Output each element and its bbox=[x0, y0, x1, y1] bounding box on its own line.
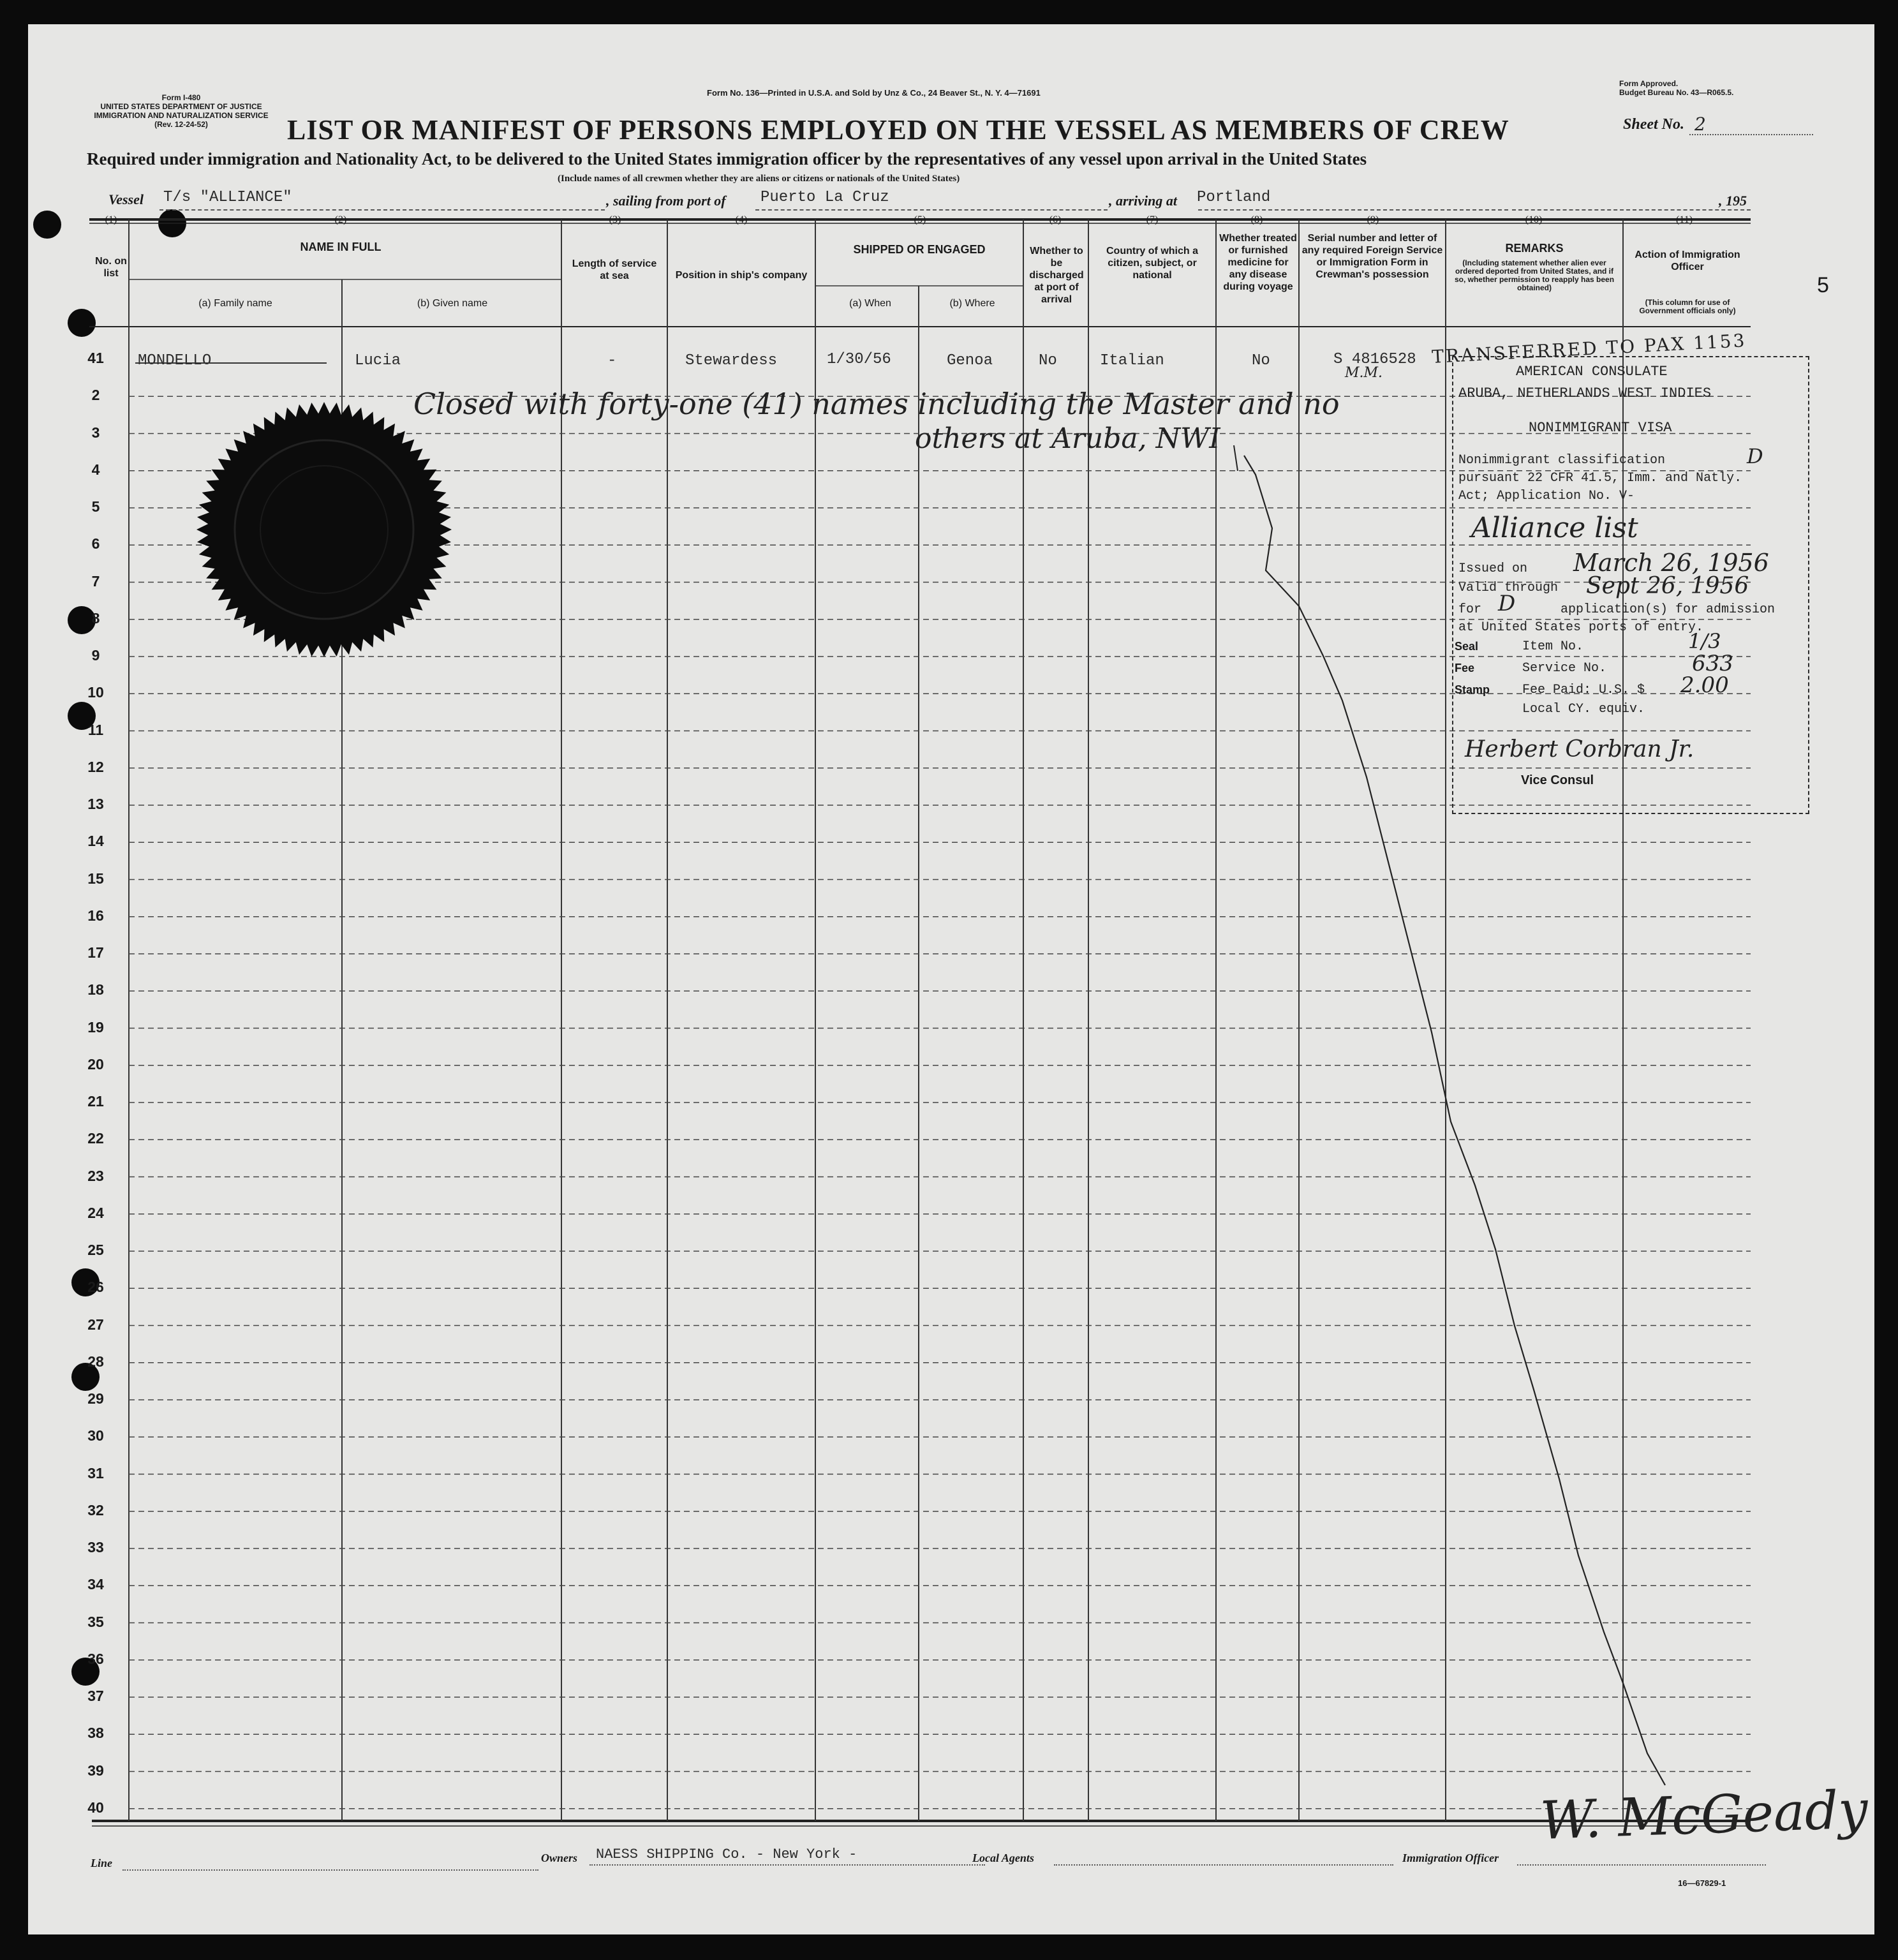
printer-line: Form No. 136—Printed in U.S.A. and Sold by Unz & Co., 24 Beaver St., N. Y. 4—71691 bbox=[707, 88, 1041, 98]
col2-num: (2) bbox=[334, 214, 347, 225]
col9-num: (9) bbox=[1367, 214, 1379, 225]
row-number: 8 bbox=[91, 609, 100, 627]
col6-header: Whether to be discharged at port of arrival bbox=[1029, 246, 1084, 305]
row-number: 26 bbox=[87, 1279, 104, 1296]
visa-side-labels: Seal Fee Stamp bbox=[1455, 640, 1490, 696]
visa-l13: Service No. bbox=[1522, 661, 1607, 676]
margin-number: 5 bbox=[1817, 273, 1829, 297]
entry-family-name: MONDELLO bbox=[138, 352, 212, 369]
col4-num: (4) bbox=[735, 214, 748, 225]
row-number: 35 bbox=[87, 1613, 104, 1630]
officer-label: Immigration Officer bbox=[1402, 1852, 1499, 1864]
entry-when: 1/30/56 bbox=[827, 351, 891, 368]
row-number: 7 bbox=[91, 572, 100, 590]
row-number: 4 bbox=[91, 461, 100, 478]
row-number: 34 bbox=[87, 1576, 104, 1593]
owners-value: NAESS SHIPPING Co. - New York - bbox=[596, 1846, 857, 1862]
row-number: 14 bbox=[87, 833, 104, 850]
entry-initials: M.M. bbox=[1345, 365, 1383, 381]
row-number: 10 bbox=[87, 684, 104, 701]
entry-length: - bbox=[607, 352, 617, 369]
arriving-port: Portland bbox=[1197, 189, 1271, 206]
include-note: (Include names of all crewmen whether they are aliens or citizens or nationals of the United States) bbox=[558, 174, 960, 184]
visa-l9: Valid through bbox=[1458, 581, 1559, 595]
row-number: 27 bbox=[87, 1316, 104, 1333]
form-id-block: Form I-480 UNITED STATES DEPARTMENT OF JUSTICE IMMIGRATION AND NATURALIZATION SERVICE (Rev. 12-24-52) bbox=[94, 93, 269, 129]
row-number: 39 bbox=[87, 1762, 104, 1779]
col6-num: (6) bbox=[1049, 214, 1062, 225]
vessel-label: Vessel bbox=[108, 191, 144, 207]
visa-l9v: Sept 26, 1956 bbox=[1586, 573, 1749, 599]
col1-header: No. on list bbox=[95, 256, 127, 279]
col3-num: (3) bbox=[609, 214, 621, 225]
visa-l11: at United States ports of entry. bbox=[1458, 620, 1704, 635]
entry-position: Stewardess bbox=[685, 352, 778, 369]
row-number: 41 bbox=[87, 350, 104, 366]
form-code: 16—67829-1 bbox=[1678, 1878, 1726, 1888]
col10-num: (10) bbox=[1525, 214, 1543, 225]
visa-l4: Nonimmigrant classification bbox=[1458, 453, 1666, 468]
row-number: 24 bbox=[87, 1204, 104, 1221]
visa-stamp bbox=[1452, 356, 1809, 814]
row-number: 23 bbox=[87, 1167, 104, 1184]
row-number: 32 bbox=[87, 1501, 104, 1518]
visa-l14: Fee Paid: U.S. $ bbox=[1522, 683, 1645, 697]
col10-header: REMARKS bbox=[1505, 242, 1564, 255]
sheet-label: Sheet No. bbox=[1623, 116, 1684, 133]
col7-header: Country of which a citizen, subject, or national bbox=[1106, 246, 1198, 281]
sheet-number: 2 bbox=[1694, 114, 1706, 135]
row-number: 6 bbox=[91, 535, 100, 553]
visa-l4v: D bbox=[1747, 444, 1763, 468]
col2-header: NAME IN FULL bbox=[300, 241, 382, 253]
entry-treated: No bbox=[1252, 352, 1270, 369]
approval-block: Form Approved. Budget Bureau No. 43—R065.5. bbox=[1619, 79, 1734, 97]
row-number: 12 bbox=[87, 758, 104, 775]
visa-l17: Vice Consul bbox=[1521, 773, 1594, 787]
footer-line-label: Line bbox=[91, 1857, 112, 1869]
col2b-header: (b) Given name bbox=[417, 298, 488, 309]
col9-header: Serial number and letter of any required Foreign Service or Immigration Form in Crewman's possession bbox=[1301, 233, 1443, 280]
form-subtitle: Required under immigration and Nationality Act, to be delivered to the United States immigration officer by the representatives of any vessel upon arrival in the United States bbox=[87, 149, 1367, 168]
diagonal-pen-stroke bbox=[28, 24, 1874, 1934]
visa-l12v: 1/3 bbox=[1688, 629, 1721, 653]
visa-l8: Issued on bbox=[1458, 561, 1528, 576]
row-number: 33 bbox=[87, 1539, 104, 1555]
row-number: 5 bbox=[91, 498, 100, 515]
row-number: 31 bbox=[87, 1464, 104, 1481]
row-number: 37 bbox=[87, 1688, 104, 1704]
footer-line-rule bbox=[122, 1869, 538, 1871]
entry-serial: S 4816528 bbox=[1333, 351, 1416, 368]
col4-header: Position in ship's company bbox=[675, 270, 808, 281]
row-number: 13 bbox=[87, 796, 104, 812]
visa-l15: Local CY. equiv. bbox=[1522, 702, 1645, 716]
entry-country: Italian bbox=[1100, 352, 1164, 369]
row-number: 36 bbox=[87, 1650, 104, 1667]
row-number: 25 bbox=[87, 1242, 104, 1258]
row-number: 38 bbox=[87, 1725, 104, 1742]
row-number: 28 bbox=[87, 1353, 104, 1370]
visa-l2: ARUBA, NETHERLANDS WEST INDIES bbox=[1458, 385, 1712, 401]
row-number: 15 bbox=[87, 870, 104, 887]
visa-consul-signature: Herbert Corbran Jr. bbox=[1465, 736, 1694, 762]
visa-l10: for bbox=[1458, 602, 1482, 617]
row-number: 16 bbox=[87, 907, 104, 924]
row-number: 21 bbox=[87, 1093, 104, 1110]
year-label: , 195 bbox=[1719, 193, 1747, 209]
officer-signature: W. McGeady bbox=[1539, 1779, 1869, 1852]
vessel-name: T/s "ALLIANCE" bbox=[163, 189, 292, 206]
col2a-header: (a) Family name bbox=[198, 298, 272, 309]
row-number: 40 bbox=[87, 1799, 104, 1816]
entry-where: Genoa bbox=[947, 352, 993, 369]
row-number: 20 bbox=[87, 1055, 104, 1073]
officer-rule bbox=[1517, 1864, 1766, 1866]
sailing-port: Puerto La Cruz bbox=[760, 189, 889, 206]
sailing-label: , sailing from port of bbox=[606, 193, 726, 209]
col5a-header: (a) When bbox=[849, 298, 891, 309]
row-number: 29 bbox=[87, 1390, 104, 1407]
visa-l14v: 2.00 bbox=[1680, 672, 1729, 698]
col3-header: Length of service at sea bbox=[572, 258, 657, 281]
row-number: 18 bbox=[87, 981, 104, 999]
visa-l3: NONIMMIGRANT VISA bbox=[1529, 420, 1672, 436]
col8-num: (8) bbox=[1250, 214, 1263, 225]
visa-l10v: D bbox=[1498, 591, 1516, 616]
row-number: 2 bbox=[91, 387, 100, 404]
visa-l1: AMERICAN CONSULATE bbox=[1516, 364, 1668, 380]
visa-l5: pursuant 22 CFR 41.5, Imm. and Natly. bbox=[1458, 471, 1742, 486]
manifest-sheet bbox=[28, 24, 1874, 1934]
col7-num: (7) bbox=[1146, 214, 1159, 225]
col5-header: SHIPPED OR ENGAGED bbox=[853, 243, 986, 256]
row-number: 9 bbox=[91, 647, 100, 664]
col8-header: Whether treated or furnished medicine for any disease during voyage bbox=[1219, 233, 1297, 292]
col5b-header: (b) Where bbox=[949, 298, 995, 309]
entry-discharged: No bbox=[1039, 352, 1057, 369]
visa-l8v: March 26, 1956 bbox=[1573, 549, 1769, 577]
entry-transferred: TRANSFERRED TO PAX 1153 bbox=[1431, 330, 1747, 368]
arriving-label: , arriving at bbox=[1109, 193, 1177, 209]
row-number: 19 bbox=[87, 1018, 104, 1036]
col1-num: (1) bbox=[105, 214, 117, 225]
col5-num: (5) bbox=[914, 214, 926, 225]
agents-label: Local Agents bbox=[972, 1852, 1034, 1864]
closing-note-line2: others at Aruba, NWI bbox=[915, 422, 1220, 455]
visa-l10b: application(s) for admission bbox=[1561, 602, 1776, 617]
row-number: 11 bbox=[87, 721, 104, 738]
col10-note: (Including statement whether alien ever ordered deported from United States, and if so, whether permission to reapply has been obtained) bbox=[1454, 258, 1615, 292]
visa-l7: Alliance list bbox=[1471, 512, 1638, 544]
closing-note-line1: Closed with forty-one (41) names including the Master and no bbox=[413, 387, 1340, 421]
owners-label: Owners bbox=[541, 1852, 578, 1864]
entry-given-name: Lucia bbox=[355, 352, 401, 369]
col11-header: Action of Immigration Officer bbox=[1635, 249, 1740, 272]
row-number: 3 bbox=[91, 424, 100, 441]
visa-l12: Item No. bbox=[1522, 639, 1584, 654]
visa-l6: Act; Application No. V- bbox=[1458, 489, 1635, 503]
visa-l13v: 633 bbox=[1692, 651, 1733, 676]
row-number: 17 bbox=[87, 944, 104, 961]
agents-rule bbox=[1054, 1864, 1393, 1866]
owners-rule bbox=[589, 1864, 985, 1866]
row-number: 30 bbox=[87, 1427, 104, 1444]
form-title: LIST OR MANIFEST OF PERSONS EMPLOYED ON THE VESSEL AS MEMBERS OF CREW bbox=[287, 114, 1509, 145]
col11-num: (11) bbox=[1675, 214, 1693, 225]
col11-note: (This column for use of Government officials only) bbox=[1639, 298, 1736, 315]
row-number: 22 bbox=[87, 1130, 104, 1147]
